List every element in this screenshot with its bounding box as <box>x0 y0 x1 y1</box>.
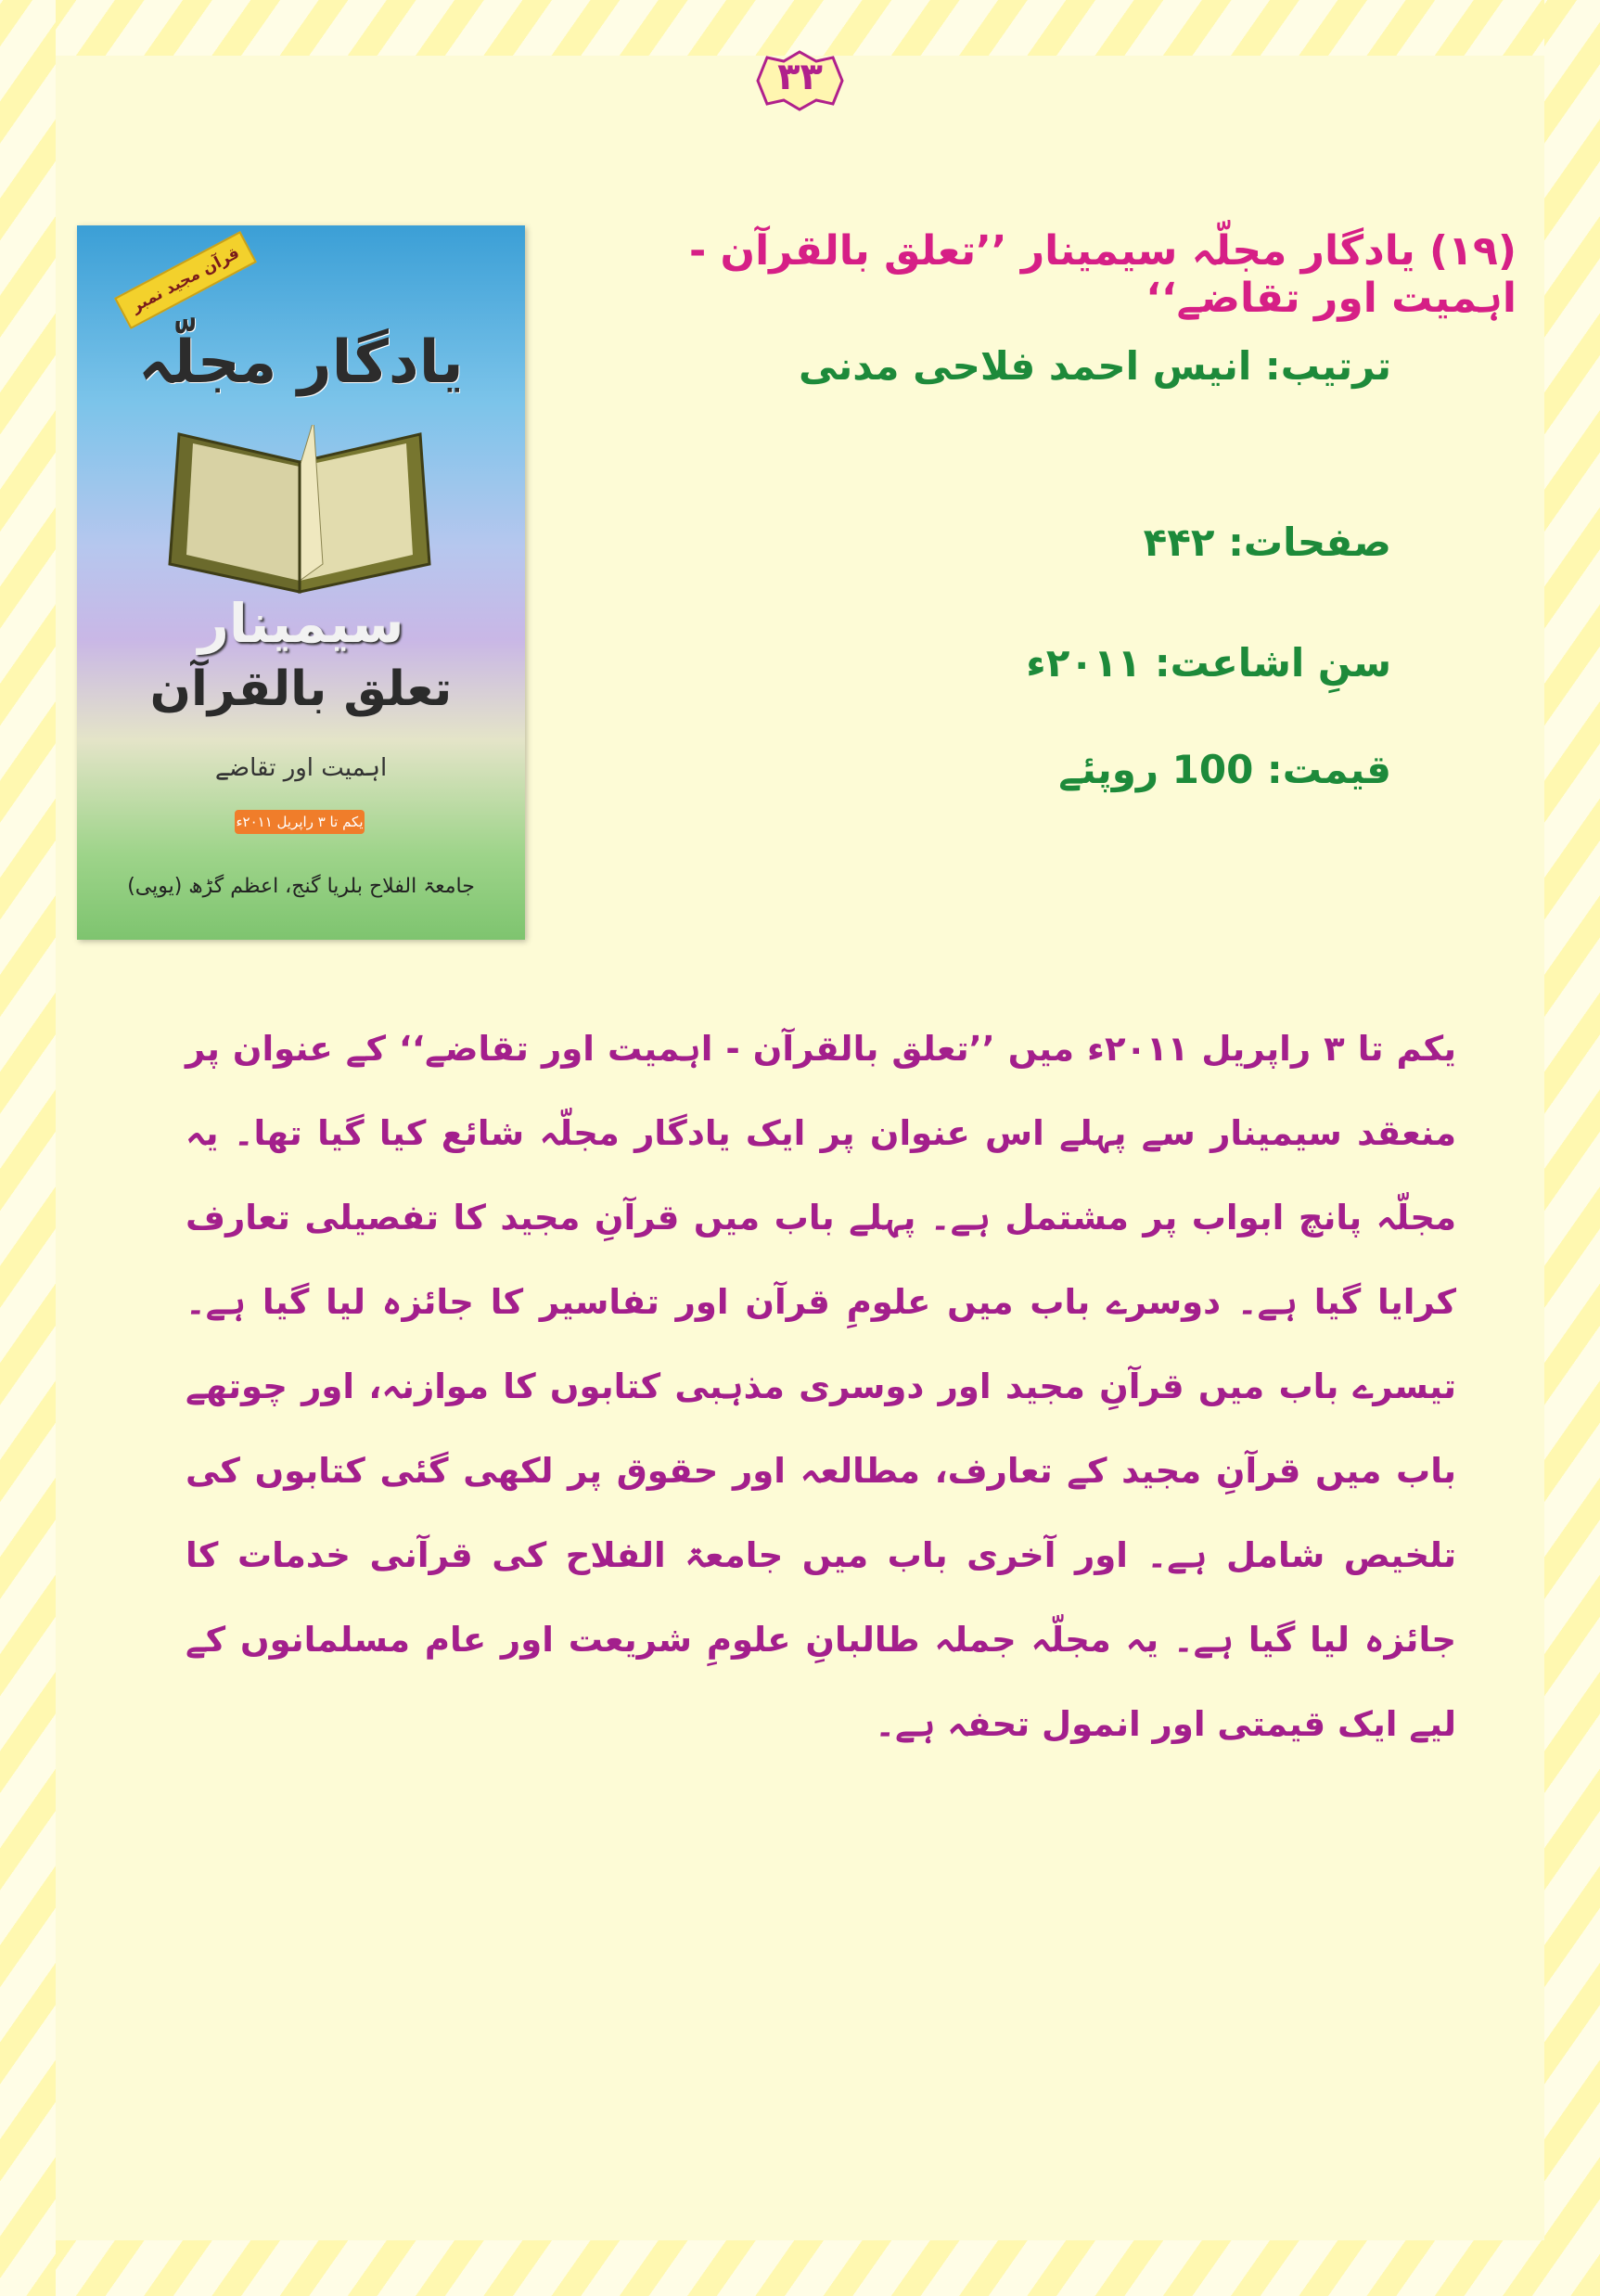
cover-tagline: اہمیت اور تقاضے <box>214 754 388 782</box>
cover-seminar: سیمینار <box>198 592 404 655</box>
page-number-ornament <box>747 48 853 113</box>
cover-subtitle: تعلق بالقرآن <box>149 661 453 717</box>
frame-right-band <box>1544 0 1600 2296</box>
description-paragraph: یکم تا ۳ راپریل ۲۰۱۱ء میں ’’تعلق بالقرآن - اہمیت اور تقاضے‘‘ کے عنوان پر منعقد سیمینار سے پہلے اس عنوان پر ایک یادگار مجلّہ شائع کیا گیا تھا۔ یہ مجلّہ پانچ ابواب پر مشتمل ہے۔ پہلے باب میں قرآنِ مجید کا تفصیلی تعارف کرایا گیا ہے۔ دوسرے باب میں علومِ قرآن اور تفاسیر کا جائزہ لیا گیا ہے۔ تیسرے باب میں قرآنِ مجید اور دوسری مذہبی کتابوں کا موازنہ، اور چوتھے باب میں قرآنِ مجید کے تعارف، مطالعہ اور حقوق پر لکھی گئی کتابوں کی تلخیص شامل ہے۔ اور آخری باب میں جامعۃ الفلاح کی قرآنی خدمات کا جائزہ لیا گیا ہے۔ یہ مجلّہ جملہ طالبانِ علومِ شریعت اور عام مسلمانوں کے لیے ایک قیمتی اور انمول تحفہ ہے۔ <box>186 1029 1456 1744</box>
open-quran-icon <box>160 425 439 601</box>
entry-compiler: ترتیب: انیس احمد فلاحی مدنی <box>798 343 1391 389</box>
cover-ribbon: قرآن مجید نمبر <box>114 231 257 329</box>
cover-date-badge: یکم تا ۳ راپریل ۲۰۱۱ء <box>235 810 365 834</box>
entry-publication-year: سنِ اشاعت: ۲۰۱۱ء <box>1026 640 1391 686</box>
frame-top-band <box>0 0 1600 56</box>
cover-title: یادگار مجلّہ <box>138 328 464 397</box>
entry-price: قیمت: 100 روپئے <box>1058 747 1391 792</box>
frame-left-band <box>0 0 56 2296</box>
book-cover-image <box>77 225 525 940</box>
entry-heading: (۱۹) یادگار مجلّہ سیمینار ’’تعلق بالقرآن - اہمیت اور تقاضے‘‘ <box>688 227 1517 322</box>
entry-pages: صفحات: ۴۴۲ <box>1143 519 1391 565</box>
frame-bottom-band <box>0 2240 1600 2296</box>
cover-publisher: جامعۃ الفلاح بلریا گنج، اعظم گڑھ (یوپی) <box>127 875 475 898</box>
page-number: ۳۳ <box>777 56 823 98</box>
